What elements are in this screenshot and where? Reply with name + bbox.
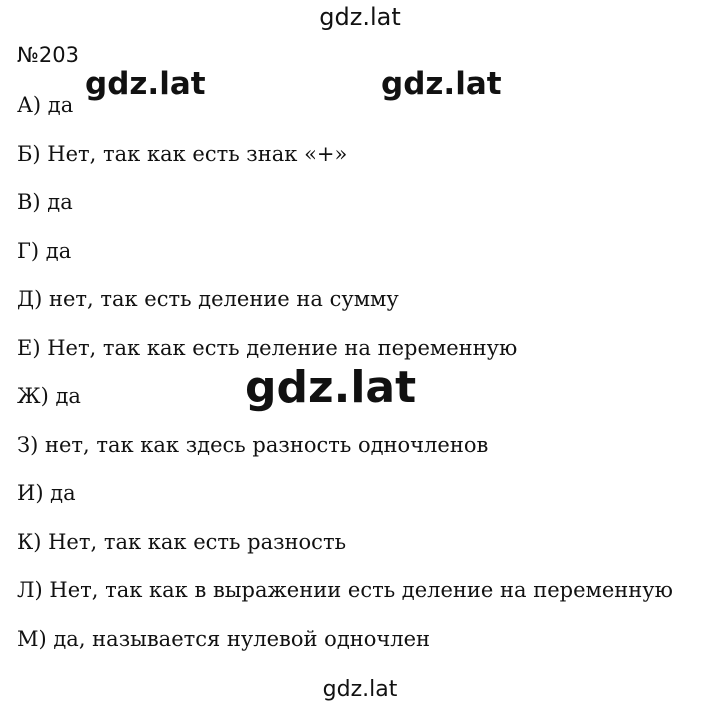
answer-d: Д) нет, так есть деление на сумму: [17, 287, 399, 311]
answer-k: К) Нет, так как есть разность: [17, 529, 346, 554]
answer-m: М) да, называется нулевой одночлен: [17, 626, 431, 651]
watermark-center: gdz.lat: [245, 362, 417, 413]
problem-number: №203: [17, 43, 79, 67]
answer-a: А) да: [17, 93, 74, 117]
answer-v: В) да: [17, 190, 73, 214]
watermark-top: gdz.lat: [319, 3, 401, 31]
answer-zh: Ж) да: [17, 384, 81, 408]
answer-b: Б) Нет, так как есть знак «+»: [17, 141, 348, 166]
answer-l: Л) Нет, так как в выражении есть деление на переменную: [17, 578, 673, 602]
answer-i: И) да: [17, 481, 76, 505]
answer-z: З) нет, так как здесь разность одночленов: [17, 432, 489, 457]
watermark-bottom: gdz.lat: [322, 677, 398, 702]
answer-g: Г) да: [17, 238, 72, 263]
watermark-left: gdz.lat: [85, 66, 206, 102]
watermark-right: gdz.lat: [381, 66, 502, 102]
answer-e: Е) Нет, так как есть деление на переменную: [17, 335, 518, 360]
